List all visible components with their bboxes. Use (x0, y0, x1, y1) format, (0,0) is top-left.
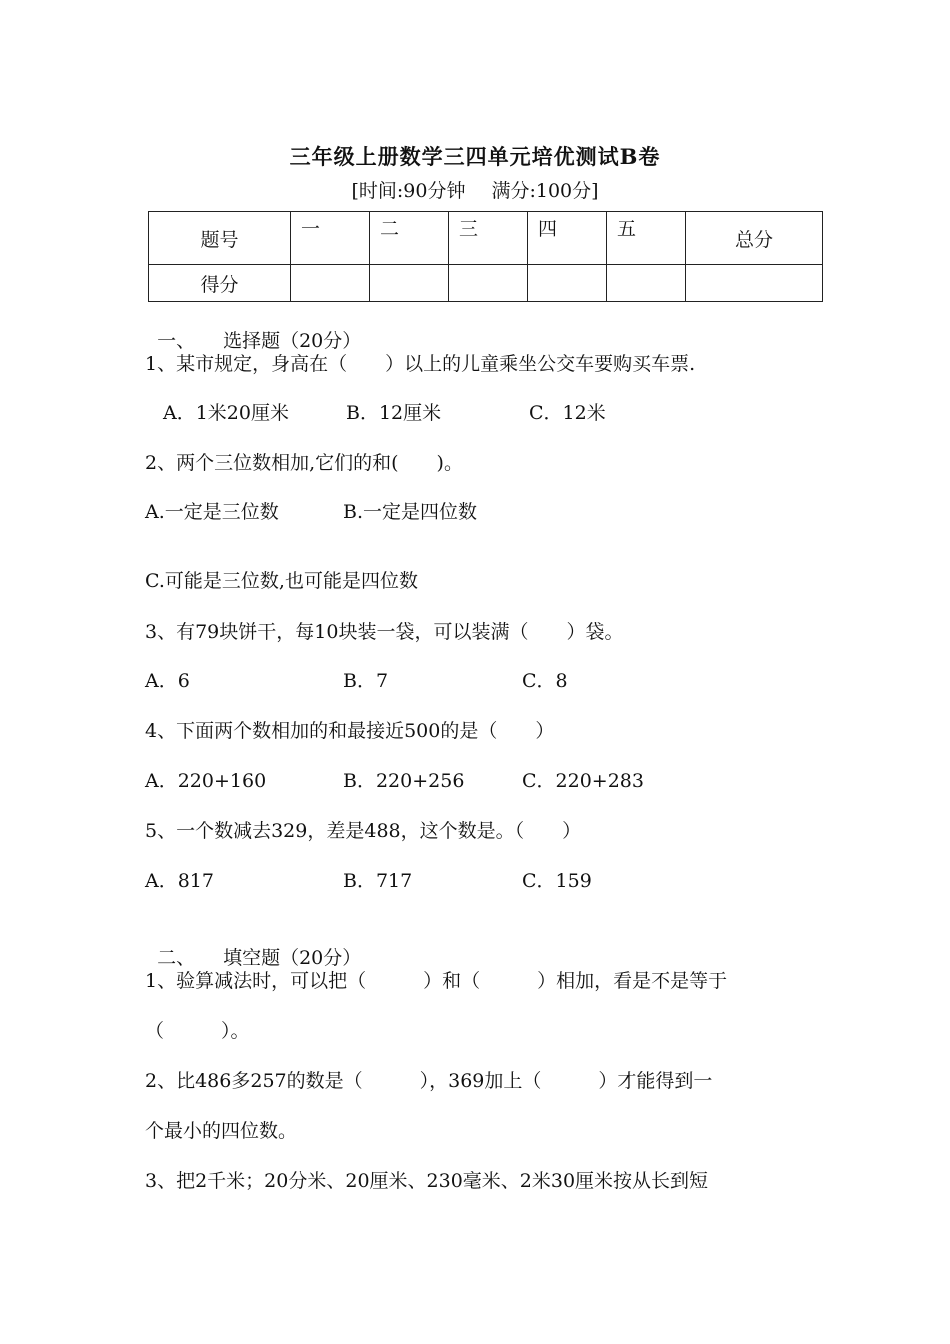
section-number: 二、 (157, 947, 196, 969)
question-2-option-b: B.一定是四位数 (343, 501, 478, 523)
exam-time: [时间:90分钟 (351, 180, 466, 202)
section-heading-1 (145, 304, 361, 353)
question-5-option-c: C．159 (522, 870, 592, 892)
section-number: 一、 (157, 330, 196, 352)
question-5: 5、一个数减去329，差是488，这个数是。（ ） (145, 820, 582, 842)
section-title: 填空题（20分） (223, 947, 362, 969)
question-3: 3、有79块饼干，每10块装一袋，可以装满（ ）袋。 (145, 621, 624, 643)
section-heading-2 (145, 921, 361, 970)
question-3-option-a: A．6 (145, 670, 190, 692)
question-1-option-b: B．12厘米 (346, 402, 442, 424)
total-score-label: 总分 (686, 212, 823, 265)
section-header-1: 一 (291, 212, 370, 265)
section-header-3: 三 (449, 212, 528, 265)
exam-full-score: 满分:100分] (491, 180, 599, 202)
score-table-score-row (149, 265, 823, 302)
score-cell-5[interactable] (607, 265, 686, 302)
score-cell-3[interactable] (449, 265, 528, 302)
fill-question-2-line-2: 个最小的四位数。 (145, 1120, 298, 1142)
question-2-option-a: A.一定是三位数 (145, 501, 279, 523)
question-2-option-c: C.可能是三位数,也可能是四位数 (145, 570, 418, 592)
section-header-4: 四 (528, 212, 607, 265)
question-4-option-a: A．220+160 (145, 770, 267, 792)
question-4: 4、下面两个数相加的和最接近500的是（ ） (145, 720, 555, 742)
question-number-label: 题号 (149, 212, 291, 265)
question-1-option-c: C．12米 (529, 402, 606, 424)
score-table-header-row (149, 212, 823, 265)
score-cell-4[interactable] (528, 265, 607, 302)
question-4-option-b: B．220+256 (343, 770, 465, 792)
score-cell-2[interactable] (370, 265, 449, 302)
score-cell-total[interactable] (686, 265, 823, 302)
section-header-5: 五 (607, 212, 686, 265)
question-1-option-a: A．1米20厘米 (163, 402, 289, 424)
section-title: 选择题（20分） (223, 330, 362, 352)
question-5-option-a: A．817 (145, 870, 214, 892)
question-3-option-b: B．7 (343, 670, 389, 692)
question-3-option-c: C．8 (522, 670, 568, 692)
section-header-2: 二 (370, 212, 449, 265)
question-2: 2、两个三位数相加,它们的和( )。 (145, 452, 463, 474)
exam-title: 三年级上册数学三四单元培优测试B卷 (289, 144, 661, 169)
exam-subtitle (0, 176, 950, 203)
fill-question-1-line-2: （ ）。 (145, 1020, 250, 1042)
question-5-option-b: B．717 (343, 870, 413, 892)
score-table (148, 211, 823, 302)
score-label: 得分 (149, 265, 291, 302)
score-cell-1[interactable] (291, 265, 370, 302)
fill-question-1-line-1: 1、验算减法时，可以把（ ）和（ ）相加，看是不是等于 (145, 970, 728, 992)
fill-question-2-line-1: 2、比486多257的数是（ ），369加上（ ）才能得到一 (145, 1070, 713, 1092)
question-1: 1、某市规定，身高在（ ）以上的儿童乘坐公交车要购买车票. (145, 353, 696, 375)
question-4-option-c: C．220+283 (522, 770, 644, 792)
fill-question-3-line-1: 3、把2千米；20分米、20厘米、230毫米、2米30厘米按从长到短 (145, 1170, 709, 1192)
